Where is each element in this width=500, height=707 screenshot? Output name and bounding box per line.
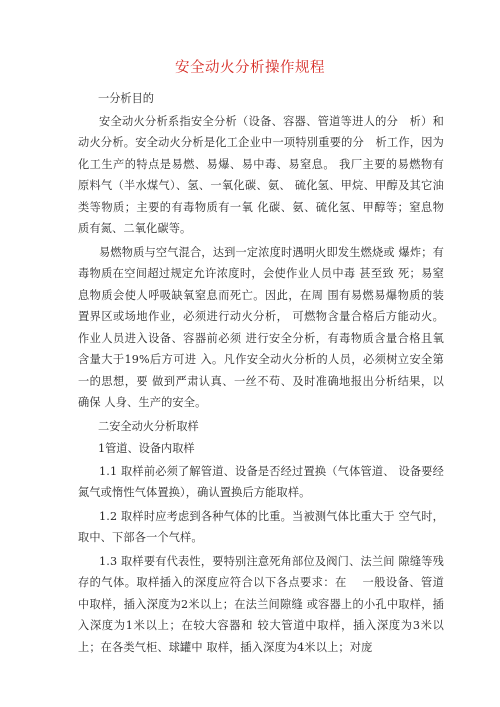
paragraph-purpose-2: 易燃物质与空气混合，达到一定浓度时遇明火即发生燃烧或 爆炸；有毒物质在空间超过规定允许浓度时，会使作业人员中毒 甚至致 死；易窒息物质会使人呼吸缺氧窒息而死亡。因此，在周 围有易燃易爆物质的装置界区或场地作业，必须进行动火分析， 可燃物含量合格后方能动火。作业人员进入设备、容器前必须 进行安全分析，有毒物质含量合格且氧含量大于19%后方可进 入。凡作安全动火分析的人员，必须树立安全第一的思想，要 做到严肃认真、一丝不苟、及时准确地报出分析结果，以确保 人身、生产的安全。 bbox=[78, 245, 444, 409]
document-title: 安全动火分析操作规程 bbox=[175, 60, 325, 76]
paragraph-purpose-1: 安全动火分析系指安全分析（设备、容器、管道等进人的分 析）和动火分析。安全动火分析是化工企业中一项特別重要的分 析工作，因为化工生产的特点是易燃、易爆、易中毒、易窒息。 我厂主要的易燃物有原料气（半水煤气）、氢、一氧化碳、氨、 硫化氢、甲烷、甲醇及其它油类等物质；主要的有毒物质有一氧 化碳、氨、硫化氢、甲醇等；窒息物质有氮、二氧化碳等。 bbox=[78, 114, 444, 235]
section-heading-sampling: 二安全动火分析取样 bbox=[98, 419, 199, 433]
paragraph-1-3: 1.3 取样要有代表性，要特别注意死角部位及阀门、法兰间 隙缝等残存的气体。取样插入的深度应符合以下各点要求：在 一般设备、管道中取样，插入深度为2米以上；在法兰间隙缝 或容器上的小孔中取样，插入深度为1米以上；在较大容器和 较大管道中取样，插入深度为3米以上；在各类气柜、球罐中 取样，插入深度为4米以上；对庞 bbox=[78, 554, 444, 654]
paragraph-1-2: 1.2 取样时应考虑到各种气体的比重。当被测气体比重大于 空气时，取中、下部各一个气样。 bbox=[78, 509, 444, 544]
paragraph-1-1: 1.1 取样前必须了解管道、设备是否经过置换（气体管道、 设备要经氮气或惰性气体置换），确认置换后方能取样。 bbox=[78, 464, 444, 499]
section-heading-purpose: 一分析目的 bbox=[98, 92, 154, 105]
subsection-heading-pipe-sampling: 1管道、设备内取样 bbox=[98, 442, 195, 455]
